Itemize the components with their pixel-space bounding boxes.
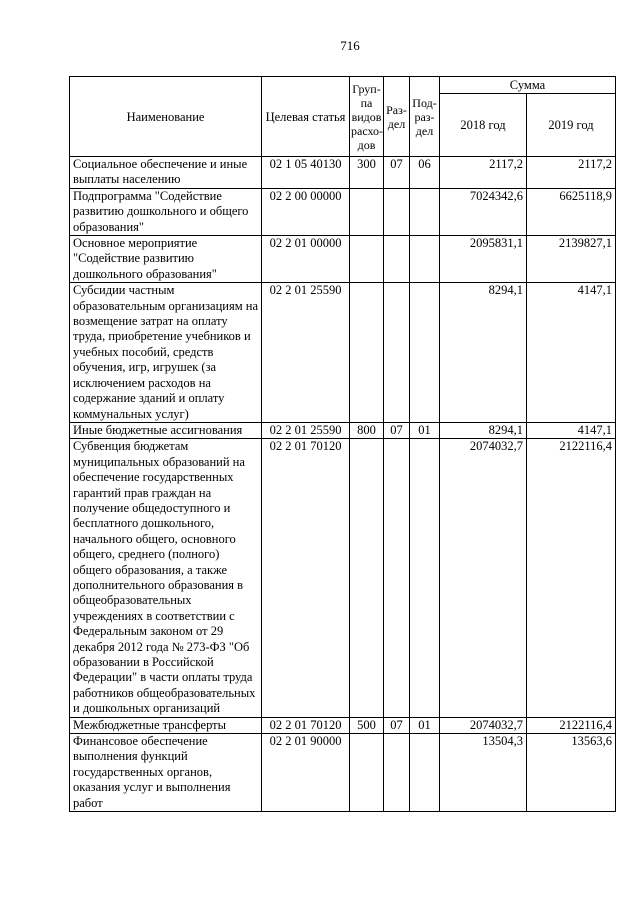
table-row bbox=[70, 157, 616, 189]
table-row bbox=[70, 439, 616, 717]
row-section: 07 bbox=[384, 717, 410, 733]
row-name: Социальное обеспечение и иные выплаты населению bbox=[70, 157, 262, 189]
table-row bbox=[70, 236, 616, 283]
header-name: Наименование bbox=[70, 77, 262, 157]
header-target: Целевая статья bbox=[262, 77, 350, 157]
row-target: 02 2 00 00000 bbox=[262, 188, 350, 235]
row-target: 02 2 01 90000 bbox=[262, 734, 350, 812]
row-subsection: 06 bbox=[410, 157, 440, 189]
row-subsection bbox=[410, 439, 440, 717]
row-section: 07 bbox=[384, 422, 410, 438]
row-target: 02 2 01 00000 bbox=[262, 236, 350, 283]
row-group: 500 bbox=[350, 717, 384, 733]
page-number: 716 bbox=[340, 38, 360, 53]
row-subsection: 01 bbox=[410, 422, 440, 438]
row-name: Межбюджетные трансферты bbox=[70, 717, 262, 733]
row-group bbox=[350, 734, 384, 812]
row-group: 800 bbox=[350, 422, 384, 438]
table-row bbox=[70, 283, 616, 423]
row-2018: 8294,1 bbox=[440, 283, 527, 423]
table-row bbox=[70, 188, 616, 235]
row-name: Подпрограмма "Содействие развитию дошкольного и общего образования" bbox=[70, 188, 262, 235]
row-section bbox=[384, 283, 410, 423]
row-target: 02 2 01 70120 bbox=[262, 439, 350, 717]
row-2018: 8294,1 bbox=[440, 422, 527, 438]
header-section: Раз-дел bbox=[384, 77, 410, 157]
row-2019: 2139827,1 bbox=[527, 236, 616, 283]
row-subsection bbox=[410, 283, 440, 423]
row-section: 07 bbox=[384, 157, 410, 189]
row-name: Иные бюджетные ассигнования bbox=[70, 422, 262, 438]
row-target: 02 2 01 25590 bbox=[262, 422, 350, 438]
row-group: 300 bbox=[350, 157, 384, 189]
header-year-2019: 2019 год bbox=[527, 94, 616, 157]
row-name: Субвенция бюджетам муниципальных образований на обеспечение государственных гарантий прав граждан на получение общедоступного и бесплатного дошкольного, начального общего, основного общего, среднего (полного) общего образования, а также дополнительного образования в общеобразовательных учреждениях в соответствии с Федеральным законом от 29 декабря 2012 года № 273-ФЗ "Об образовании в Российской Федерации" в части оплаты труда работников общеобразовательных и дошкольных организаций bbox=[70, 439, 262, 717]
row-section bbox=[384, 188, 410, 235]
table-row bbox=[70, 717, 616, 733]
row-target: 02 1 05 40130 bbox=[262, 157, 350, 189]
row-2019: 2122116,4 bbox=[527, 439, 616, 717]
header-subsection: Под-раз-дел bbox=[410, 77, 440, 157]
row-subsection bbox=[410, 236, 440, 283]
row-2019: 4147,1 bbox=[527, 422, 616, 438]
row-2018: 2095831,1 bbox=[440, 236, 527, 283]
row-2018: 2117,2 bbox=[440, 157, 527, 189]
row-2019: 6625118,9 bbox=[527, 188, 616, 235]
row-section bbox=[384, 439, 410, 717]
row-2018: 7024342,6 bbox=[440, 188, 527, 235]
row-group bbox=[350, 439, 384, 717]
row-name: Основное мероприятие "Содействие развитию дошкольного образования" bbox=[70, 236, 262, 283]
table-header bbox=[70, 77, 616, 157]
row-subsection bbox=[410, 734, 440, 812]
row-2018: 2074032,7 bbox=[440, 717, 527, 733]
row-2018: 13504,3 bbox=[440, 734, 527, 812]
table-body bbox=[70, 157, 616, 812]
row-subsection: 01 bbox=[410, 717, 440, 733]
row-name: Финансовое обеспечение выполнения функций государственных органов, оказания услуг и выполнения работ bbox=[70, 734, 262, 812]
row-2019: 2122116,4 bbox=[527, 717, 616, 733]
table-row bbox=[70, 422, 616, 438]
row-2019: 2117,2 bbox=[527, 157, 616, 189]
row-target: 02 2 01 70120 bbox=[262, 717, 350, 733]
row-section bbox=[384, 734, 410, 812]
header-group: Груп-па видов расхо-дов bbox=[350, 77, 384, 157]
row-2019: 13563,6 bbox=[527, 734, 616, 812]
row-2019: 4147,1 bbox=[527, 283, 616, 423]
budget-table bbox=[69, 76, 616, 812]
row-group bbox=[350, 236, 384, 283]
row-group bbox=[350, 188, 384, 235]
row-2018: 2074032,7 bbox=[440, 439, 527, 717]
row-subsection bbox=[410, 188, 440, 235]
row-section bbox=[384, 236, 410, 283]
row-group bbox=[350, 283, 384, 423]
table-row bbox=[70, 734, 616, 812]
row-name: Субсидии частным образовательным организациям на возмещение затрат на оплату труда, приобретение учебников и учебных пособий, средств обучения, игр, игрушек (за исключением расходов на содержание зданий и оплату коммунальных услуг) bbox=[70, 283, 262, 423]
header-sum: Сумма bbox=[440, 77, 616, 94]
header-year-2018: 2018 год bbox=[440, 94, 527, 157]
row-target: 02 2 01 25590 bbox=[262, 283, 350, 423]
